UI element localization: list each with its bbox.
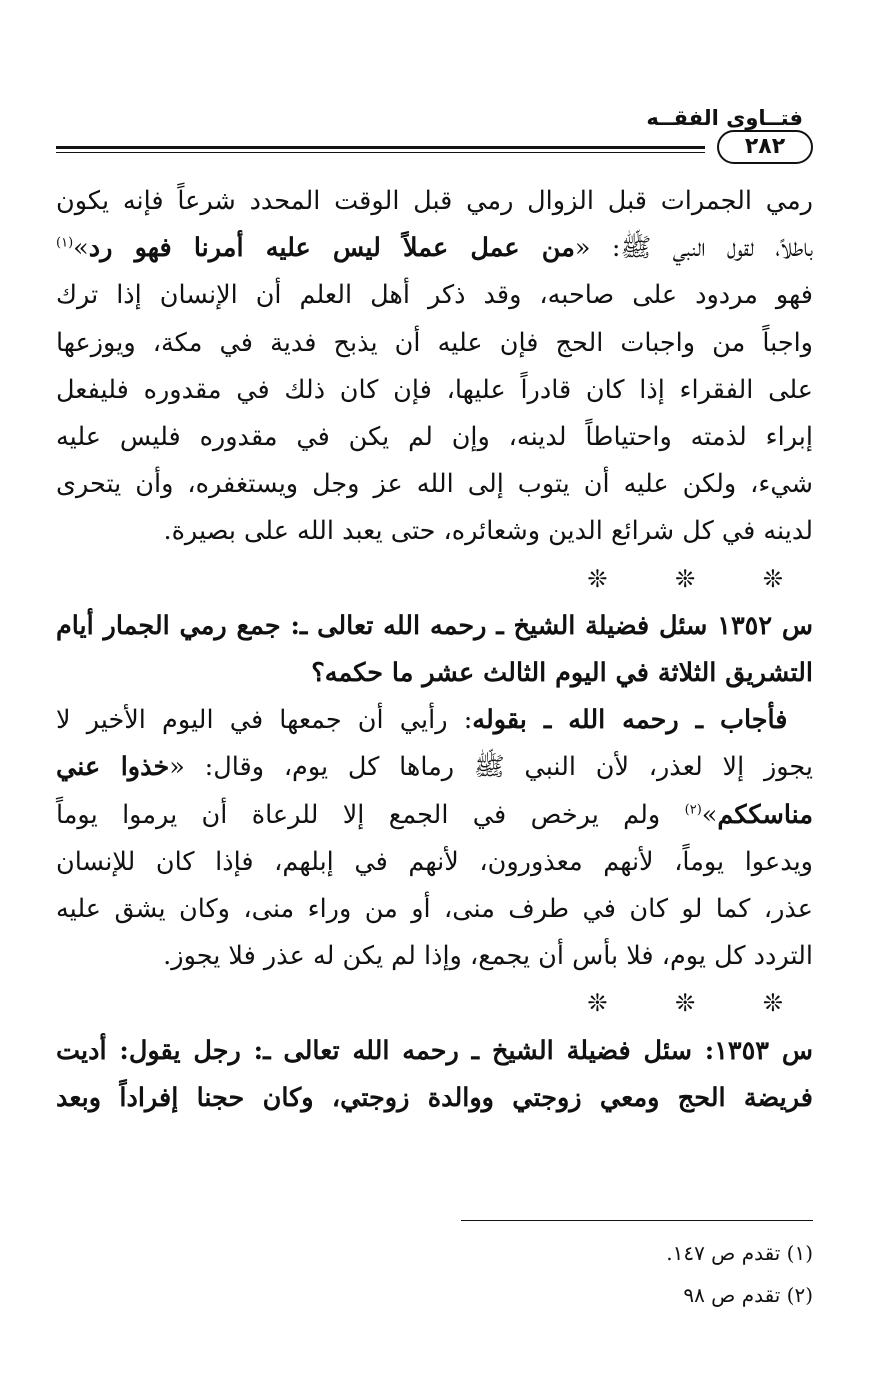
running-title: فتــاوى الفقــه [646, 106, 803, 130]
hadith-quote: خذوا عني [56, 752, 170, 783]
footnote-ref: (١) [56, 235, 74, 251]
text-line: رمي الجمرات قبل الزوال رمي قبل الوقت المحدد شرعاً فإنه يكون [56, 186, 813, 216]
question-line: س ١٣٥٢ سئل فضيلة الشيخ ـ رحمه الله تعالى ـ: جمع رمي الجمار أيام [56, 610, 813, 641]
footnote-1: (١) تقدم ص ١٤٧. [666, 1241, 813, 1265]
text-line: واجباً من واجبات الحج فإن عليه أن يذبح فدية في مكة، ويوزعها [56, 327, 813, 358]
question-line: فريضة الحج ومعي زوجتي ووالدة زوجتي، وكان حجنا إفراداً وبعد [56, 1082, 813, 1113]
footnote-ref: (٢) [684, 802, 702, 818]
section-separator: ❊ ❊ ❊ [587, 564, 813, 593]
text-line: على الفقراء إذا كان قادراً عليها، فإن كان ذلك في مقدوره فليفعل [56, 374, 813, 405]
header-rule [56, 146, 705, 149]
hadith-quote: مناسككم [717, 799, 813, 830]
answer-line: مناسككم»$^{(٢)}$ ولم يرخص في الجمع إلا للرعاة أن يرموا يوماً [56, 799, 813, 830]
answer-line: التردد كل يوم، فلا بأس أن يجمع، وإذا لم يكن له عذر فلا يجوز. [163, 941, 813, 972]
hadith-quote: من عمل عملاً ليس عليه أمرنا فهو رد [88, 233, 575, 264]
text-line: إبراء لذمته واحتياطاً لدينه، وإن لم يكن في مقدوره فليس عليه [56, 422, 813, 453]
page-number: ٢٨٢ [717, 130, 813, 164]
question-line: التشريق الثلاثة في اليوم الثالث عشر ما حكمه؟ [311, 658, 813, 689]
answer-line: يجوز إلا لعذر، لأن النبي ﷺ رماها كل يوم، وقال: «خذوا عني [56, 752, 813, 783]
footnotes [56, 1232, 813, 1316]
answer-line: ويدعوا يوماً، لأنهم معذورون، لأنهم في إبلهم، فإذا كان للإنسان [56, 846, 813, 877]
text-line: فهو مردود على صاحبه، وقد ذكر أهل العلم أن الإنسان إذا ترك [56, 280, 813, 311]
section-separator: ❊ ❊ ❊ [587, 989, 813, 1018]
body-text [56, 178, 813, 1122]
text-line: شيء، ولكن عليه أن يتوب إلى الله عز وجل ويستغفره، وأن يتحرى [56, 469, 813, 500]
question-line: س ١٣٥٣: سئل فضيلة الشيخ ـ رحمه الله تعالى ـ: رجل يقول: أديت [56, 1035, 814, 1066]
header-rule-thin [56, 152, 705, 153]
footnote-divider [461, 1220, 813, 1221]
footnote-2: (٢) تقدم ص ٩٨ [683, 1283, 813, 1307]
answer-line: عذر، كما لو كان في طرف منى، أو من وراء منى، وكان يشق عليه [56, 894, 813, 925]
answer-line: فأجاب ـ رحمه الله ـ بقوله: رأيي أن جمعها في اليوم الأخير لا [56, 705, 788, 736]
text-line: باطلاً، لقول النبي ﷺ: «من عمل عملاً ليس عليه أمرنا فهو رد»$^{(١)}$ [56, 233, 813, 264]
page-header [56, 104, 813, 164]
text-line: لدينه في كل شرائع الدين وشعائره، حتى يعبد الله على بصيرة. [163, 516, 813, 547]
